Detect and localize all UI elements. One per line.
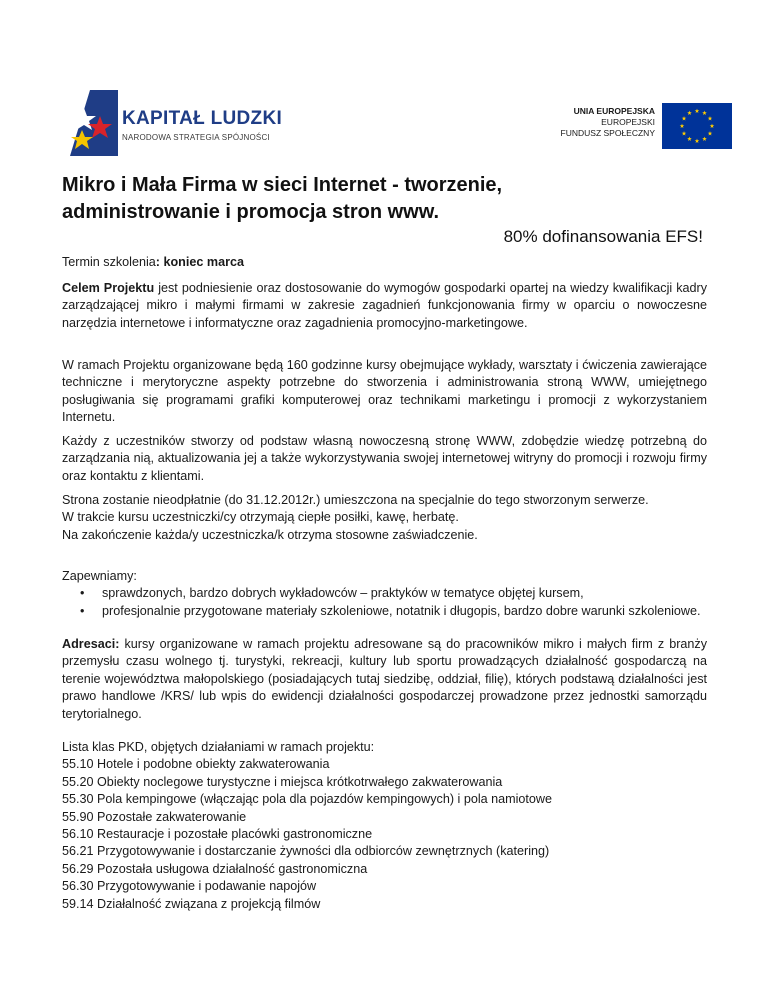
goal-text: jest podniesienie oraz dostosowanie do wymogów gospodarki opartej na wiedzy kwalifikacji kadry zarządzającej mikro i małymi firmami w zakresie zagadnień funkcjonowania firmy w oparciu o nowoczesne narzędzia internetowe i informatyczne oraz zagadnienia promocyjno-marketingowe. (62, 281, 708, 330)
subsidy-note: 80% dofinansowania EFS! (503, 227, 703, 246)
eu-line-3: FUNDUSZ SPOŁECZNY (560, 128, 655, 138)
server-line-3: Na zakończenie każda/y uczestniczka/k otrzyma stosowne zaświadczenie. (62, 527, 478, 542)
list-item-text: profesjonalnie przygotowane materiały szkoleniowe, notatnik i długopis, bardzo dobre warunki szkoleniowe. (102, 603, 701, 618)
server-line-2: W trakcie kursu uczestniczki/cy otrzymają ciepłe posiłki, kawę, herbatę. (62, 510, 459, 525)
audience-paragraph (62, 636, 707, 723)
server-line-1: Strona zostanie nieodpłatnie (do 31.12.2012r.) umieszczona na specjalnie do tego stworzonym serwerze. (62, 493, 649, 507)
pkd-item: 59.14 Działalność związana z projekcją filmów (62, 896, 321, 911)
list-item (80, 585, 707, 602)
provide-heading: Zapewniamy: (62, 569, 137, 583)
pkd-item: 56.29 Pozostała usługowa działalność gastronomiczna (62, 861, 368, 876)
eu-logo (530, 103, 735, 151)
page-title (62, 172, 702, 226)
audience-label: Adresaci: (62, 637, 120, 651)
kapital-ludzki-logo (70, 90, 300, 156)
kapital-ludzki-title: KAPITAŁ LUDZKI (122, 108, 283, 129)
training-term (62, 254, 707, 271)
kapital-ludzki-subtitle: NARODOWA STRATEGIA SPÓJNOŚCI (122, 133, 270, 142)
provide-section (62, 568, 707, 620)
pkd-item: 55.30 Pola kempingowe (włączając pola dla pojazdów kempingowych) i pola namiotowe (62, 792, 553, 807)
goal-label: Celem Projektu (62, 281, 155, 295)
server-paragraph (62, 492, 707, 544)
pkd-item: 56.30 Przygotowywanie i podawanie napojów (62, 879, 317, 894)
bullet-icon: • (80, 586, 85, 601)
pkd-item: 56.10 Restauracje i pozostałe placówki gastronomiczne (62, 827, 373, 842)
participants-paragraph: Każdy z uczestników stworzy od podstaw własną nowoczesną stronę WWW, zdobędzie wiedzę potrzebną do zarządzania nią, aktualizowania jej a także wykorzystywania swojej internetowej witryny do promocji i rozwoju firmy oraz kontaktu z klientami. (62, 434, 707, 483)
audience-text: kursy organizowane w ramach projektu adresowane są do pracowników mikro i małych firm z branży przemysłu czasu wolnego tj. turystyki, rekreacji, kultury lub sportu prowadzących działalność gospodarczą na terenie województwa małopolskiego (posiadających tutaj siedzibę, oddział, filię), których podstawą działalności jest prawo handlowe /KRS/ lub wpis do ewidencji działalności gospodarczej prowadzone przez jednostki samorządu terytorialnego. (62, 637, 707, 721)
title-line-1: Mikro i Mała Firma w sieci Internet - tworzenie, (62, 174, 503, 196)
pkd-section (62, 739, 707, 913)
pkd-item: 56.21 Przygotowywanie i dostarczanie żywności dla odbiorców zewnętrznych (katering) (62, 844, 550, 859)
pkd-item: 55.90 Pozostałe zakwaterowanie (62, 809, 247, 824)
eu-line-1: UNIA EUROPEJSKA (573, 106, 655, 116)
pkd-item: 55.10 Hotele i podobne obiekty zakwaterowania (62, 757, 330, 772)
kapital-ludzki-emblem-icon (70, 90, 118, 156)
title-line-2: administrowanie i promocja stron www. (62, 201, 440, 223)
list-item (80, 603, 707, 620)
pkd-heading: Lista klas PKD, objętych działaniami w ramach projektu: (62, 740, 375, 754)
project-goal-paragraph (62, 280, 707, 332)
term-label: Termin szkolenia (62, 255, 156, 269)
eu-flag-icon (662, 103, 732, 149)
courses-paragraph: W ramach Projektu organizowane będą 160 godzinne kursy obejmujące wykłady, warsztaty i ćwiczenia zawierające techniczne i merytoryczne aspekty potrzebne do stworzenia i administrowania stroną WWW, umiejętnego posługiwania się programami grafiki komputerowej oraz technikami marketingu i promocji z wykorzystaniem Internetu. (62, 358, 707, 425)
bullet-icon: • (80, 603, 85, 618)
list-item-text: sprawdzonych, bardzo dobrych wykładowców – praktyków w tematyce objętej kursem, (102, 586, 584, 601)
eu-line-2: EUROPEJSKI (601, 117, 655, 127)
term-value: : koniec marca (155, 255, 244, 269)
pkd-item: 55.20 Obiekty noclegowe turystyczne i miejsca krótkotrwałego zakwaterowania (62, 774, 503, 789)
provide-list (62, 585, 707, 620)
eu-logo-text (561, 106, 655, 139)
